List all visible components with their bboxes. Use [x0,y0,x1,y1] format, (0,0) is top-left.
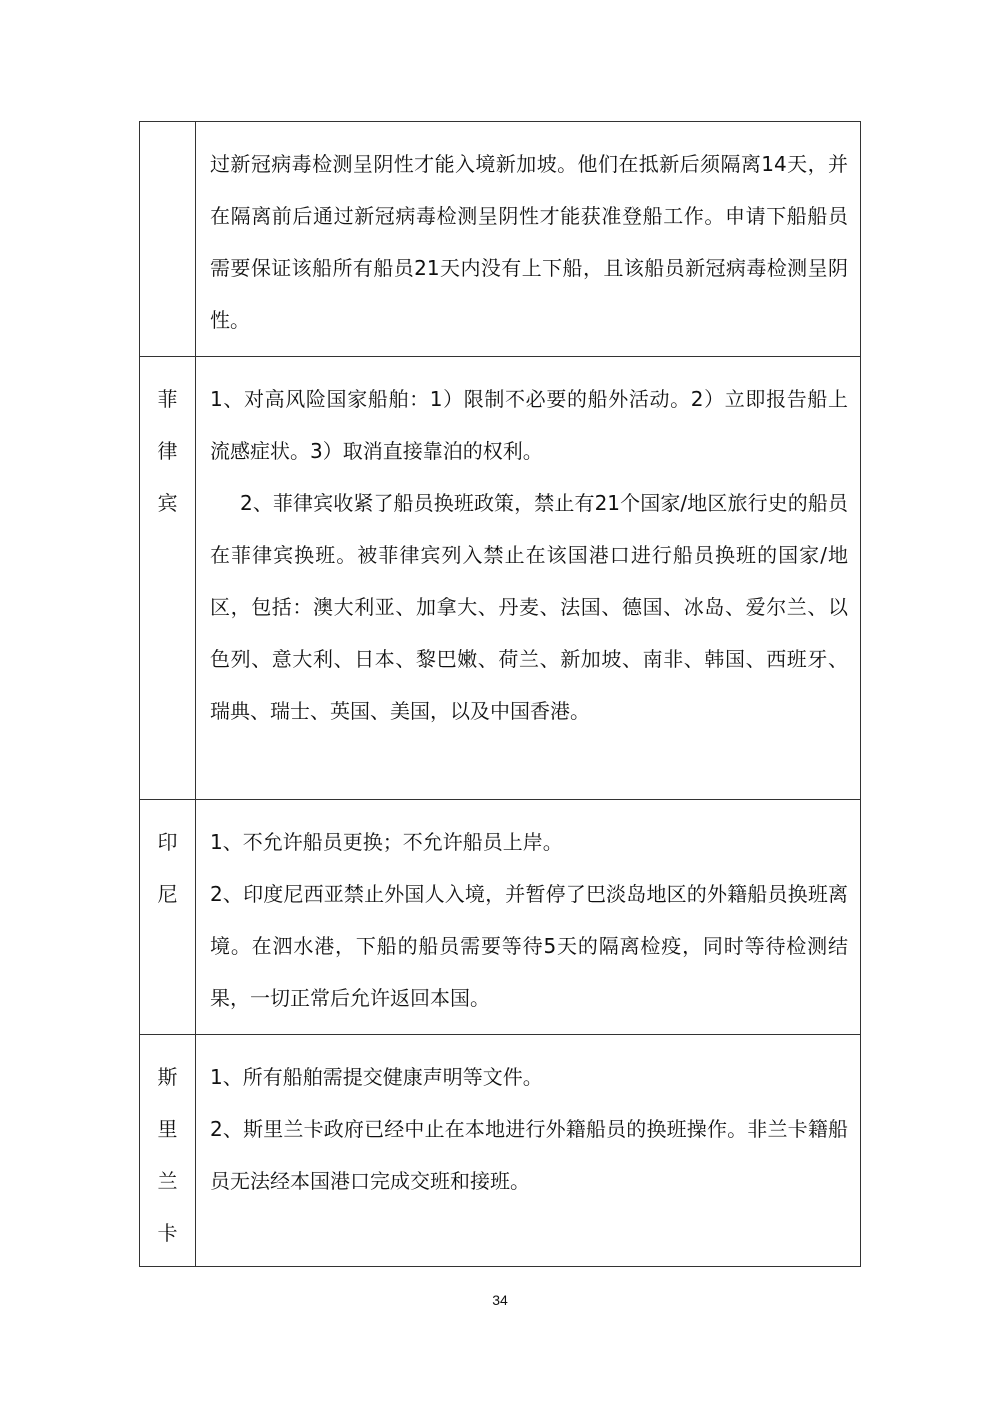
paragraph: 1、所有船舶需提交健康声明等文件。 [210,1065,543,1089]
country-char: 兰 [157,1169,178,1193]
table-row-singapore-continued [140,122,861,357]
paragraph: 2、菲律宾收紧了船员换班政策，禁止有21个国家/地区旅行史的船员在菲律宾换班。被菲律宾列入禁止在该国港口进行船员换班的国家/地区，包括：澳大利亚、加拿大、丹麦、法国、德国、冰岛、爱尔兰、以色列、意大利、日本、黎巴嫩、荷兰、新加坡、南非、韩国、西班牙、瑞典、瑞士、英国、美国，以及中国香港。 [210,491,848,723]
table-row-sri-lanka [140,1035,861,1267]
content-cell [196,1035,861,1267]
country-cell [140,1035,196,1267]
paragraph: 2、斯里兰卡政府已经中止在本地进行外籍船员的换班操作。非兰卡籍船员无法经本国港口完成交班和接班。 [210,1117,848,1193]
country-char: 里 [157,1117,178,1141]
country-cell [140,122,196,357]
country-cell [140,357,196,800]
table-row-philippines [140,357,861,800]
country-char: 卡 [157,1221,178,1245]
paragraph: 过新冠病毒检测呈阴性才能入境新加坡。他们在抵新后须隔离14天，并在隔离前后通过新冠病毒检测呈阴性才能获准登船工作。申请下船船员需要保证该船所有船员21天内没有上下船，且该船员新冠病毒检测呈阴性。 [210,152,848,332]
content-cell [196,122,861,357]
content-cell [196,800,861,1035]
content-cell [196,357,861,800]
table-row-indonesia [140,800,861,1035]
country-char: 宾 [157,491,178,515]
paragraph: 2、印度尼西亚禁止外国人入境，并暂停了巴淡岛地区的外籍船员换班离境。在泗水港，下船的船员需要等待5天的隔离检疫，同时等待检测结果，一切正常后允许返回本国。 [210,882,848,1010]
country-char: 尼 [157,882,178,906]
country-char: 印 [157,830,178,854]
country-cell [140,800,196,1035]
paragraph: 1、对高风险国家船舶：1）限制不必要的船外活动。2）立即报告船上流感症状。3）取消直接靠泊的权利。 [210,387,848,463]
country-char: 律 [157,439,178,463]
country-char: 斯 [157,1065,178,1089]
regulation-table [139,121,861,1267]
page-number: 34 [492,1292,508,1308]
paragraph: 1、不允许船员更换；不允许船员上岸。 [210,830,563,854]
country-char: 菲 [157,387,178,411]
